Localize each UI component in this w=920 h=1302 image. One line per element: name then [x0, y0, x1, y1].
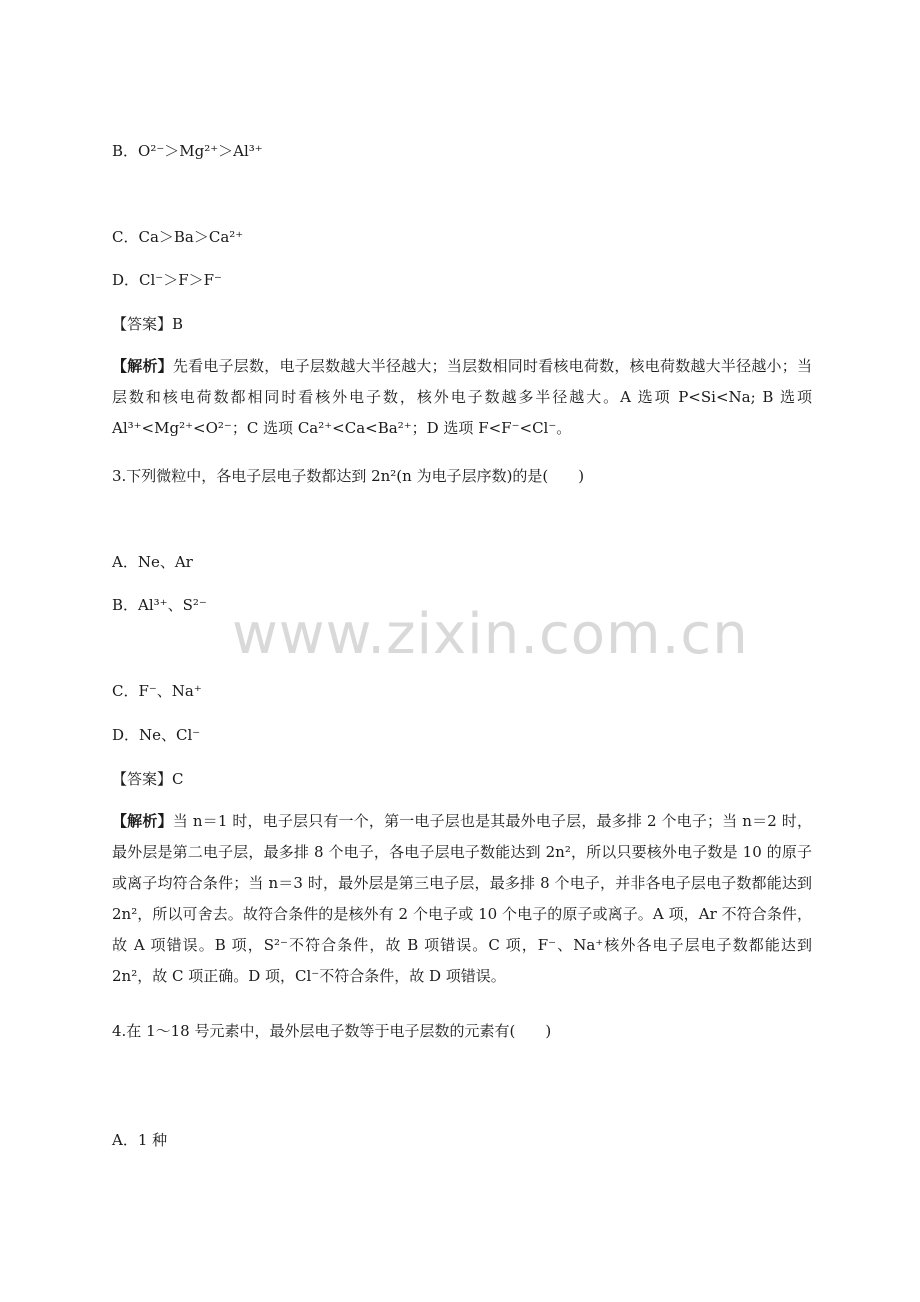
q2-option-d: D．Cl⁻＞F＞F⁻ [112, 271, 222, 289]
q2-analysis [112, 351, 812, 444]
q4-option-a: A．1 种 [112, 1131, 168, 1149]
q3-option-a: A．Ne、Ar [112, 553, 193, 571]
q4-question: 4.在 1～18 号元素中，最外层电子数等于电子层数的元素有( ) [112, 1022, 552, 1040]
analysis-label: 【解析】 [112, 357, 173, 375]
analysis-label: 【解析】 [112, 812, 173, 830]
q3-option-d: D．Ne、Cl⁻ [112, 726, 201, 744]
q3-option-c: C．F⁻、Na⁺ [112, 682, 202, 700]
q2-option-c: C．Ca＞Ba＞Ca²⁺ [112, 228, 244, 246]
analysis-text: 先看电子层数，电子层数越大半径越大；当层数相同时看核电荷数，核电荷数越大半径越小；当层数和核电荷数都相同时看核外电子数，核外电子数越多半径越大。A 选项 P<Si<Na; B 选项 Al³⁺<Mg²⁺<O²⁻；C 选项 Ca²⁺<Ca<Ba²⁺；D 选项 F<F⁻<Cl⁻。 [112, 357, 812, 437]
q2-option-b: B．O²⁻＞Mg²⁺＞Al³⁺ [112, 142, 263, 160]
watermark: www.zixin.com.cn [232, 602, 749, 667]
q3-question: 3.下列微粒中，各电子层电子数都达到 2n²(n 为电子层序数)的是( ) [112, 467, 585, 485]
q3-option-b: B．Al³⁺、S²⁻ [112, 596, 207, 614]
analysis-text: 当 n＝1 时，电子层只有一个，第一电子层也是其最外电子层，最多排 2 个电子；当 n＝2 时，最外层是第二电子层，最多排 8 个电子，各电子层电子数能达到 2n²，所以只要核外电子数是 10 的原子或离子均符合条件；当 n＝3 时，最外层是第三电子层，最多排 8 个电子，并非各电子层电子数都能达到 2n²，所以可舍去。故符合条件的是核外有 2 个电子或 10 个电子的原子或离子。A 项，Ar 不符合条件，故 A 项错误。B 项，S²⁻不符合条件，故 B 项错误。C 项，F⁻、Na⁺核外各电子层电子数都能达到 2n²，故 C 项正确。D 项，Cl⁻不符合条件，故 D 项错误。 [112, 812, 812, 985]
q3-analysis [112, 806, 812, 992]
q2-answer: 【答案】B [112, 315, 184, 333]
q3-answer: 【答案】C [112, 770, 184, 788]
